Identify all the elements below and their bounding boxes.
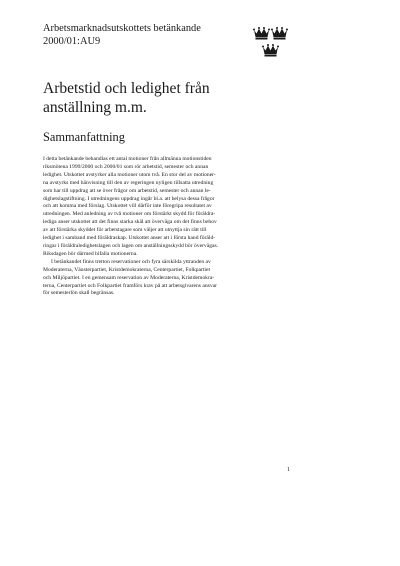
title-line: anställning m.m. — [43, 98, 147, 116]
summary-body — [43, 156, 275, 298]
text-line: na avstyrks med hänvisning till den av regeringen nyligen tillsatta utredning — [43, 179, 214, 186]
text-line: som har till uppdrag att se över frågor om arbetstid, semester och annan le- — [43, 187, 211, 194]
text-line: I detta betänkande behandlas ett antal motioner från allmänna motionstiden — [43, 156, 212, 162]
document-title — [43, 80, 303, 117]
title-line: Arbetstid och ledighet från — [43, 80, 210, 97]
text-line: terna, Centerpartiet och Folkpartiet framförs krav på att arbetsgivarens ansvar — [43, 282, 217, 289]
text-line: för semesterlön skall begränsas. — [43, 290, 115, 297]
text-line: lediga anser utskottet att det finns starka skäl att överväga om det finns behov — [43, 219, 217, 226]
text-line: och Miljöpartiet. I en gemensam reservation av Moderaterna, Kristdemokra- — [43, 274, 215, 281]
text-line: Moderaterna, Vänsterpartiet, Kristdemokraterna, Centerpartiet, Folkpartiet — [43, 266, 211, 273]
text-line: Riksdagen bör därmed bifalla motionerna. — [43, 250, 138, 257]
text-line: av att förstärka skyddet för arbetstagare som väljer att utnyttja sin rätt till — [43, 227, 207, 234]
text-line: dighetslagstiftning. I utredningens uppdrag ingår bl.a. att belysa dessa frågor — [43, 195, 215, 202]
text-line: riksmötena 1999/2000 och 2000/01 som rör arbetstid, semester och annan — [43, 163, 209, 170]
page-number: 1 — [287, 467, 290, 473]
text-line: ledighet. Utskottet avstyrker alla motioner utom två. En stor del av motioner- — [43, 171, 216, 178]
text-line: och att komma med förslag. Utskottet vill därför inte föregripa resultatet av — [43, 203, 212, 210]
three-crowns-icon — [252, 26, 288, 60]
committee-name: Arbetsmarknadsutskottets betänkande — [43, 23, 201, 34]
text-line: I betänkandet finns tretton reservationer och fyra särskilda yttranden av — [51, 258, 211, 265]
summary-paragraph-2 — [43, 259, 275, 299]
text-line: ringar i föräldraledighetslagen och lagen om anställningsskydd bör övervägas. — [43, 242, 219, 249]
section-heading: Sammanfattning — [43, 130, 125, 144]
report-number: 2000/01:AU9 — [43, 36, 101, 47]
text-line: utredningen. Med anledning av två motioner om förstärkt skydd för föräldra- — [43, 211, 216, 218]
summary-paragraph-1 — [43, 156, 275, 259]
text-line: ledighet i samband med föräldraskap. Utskottet anser att i första hand föräld- — [43, 235, 216, 242]
